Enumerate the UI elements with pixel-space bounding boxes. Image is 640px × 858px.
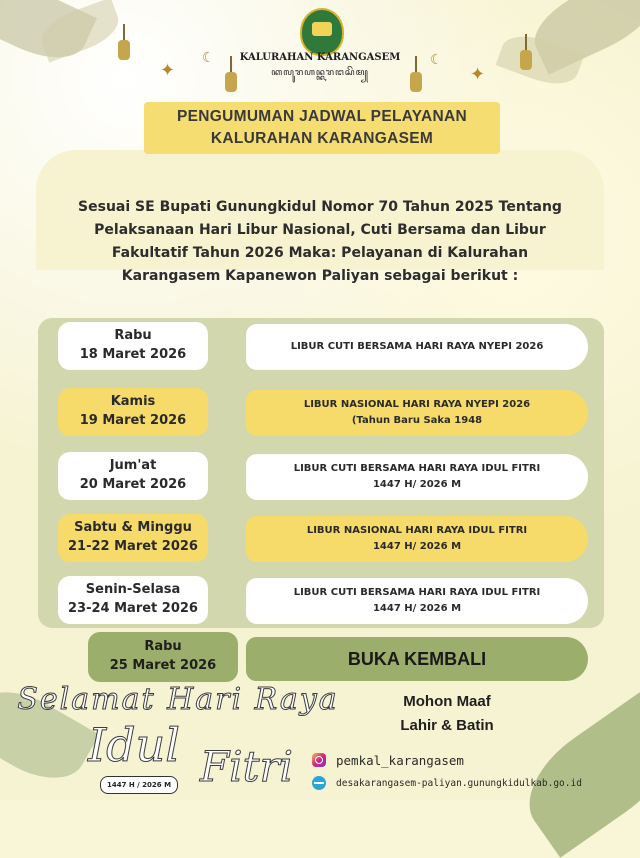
date-pill <box>58 388 208 436</box>
emblem-icon <box>300 8 344 56</box>
apology-text <box>382 690 512 738</box>
instagram-contact[interactable] <box>312 750 464 770</box>
instagram-handle[interactable]: pemkal_karangasem <box>336 752 464 768</box>
schedule-date: 21-22 Maret 2026 <box>68 539 198 554</box>
event-line: LIBUR NASIONAL HARI RAYA IDUL FITRI <box>306 525 528 536</box>
greeting-fitri: Fitri <box>200 742 293 791</box>
event-pill <box>246 578 588 624</box>
event-line: LIBUR CUTI BERSAMA HARI RAYA IDUL FITRI <box>293 463 541 474</box>
event-line: 1447 H/ 2026 M <box>372 541 462 552</box>
schedule-date: 19 Maret 2026 <box>79 413 187 428</box>
date-pill <box>58 322 208 370</box>
title-line-2: KALURAHAN KARANGASEM <box>210 130 434 147</box>
reopen-day: Rabu <box>144 639 182 654</box>
schedule-date: 20 Maret 2026 <box>79 477 187 492</box>
year-tag: 1447 H / 2026 M <box>100 776 178 794</box>
lantern-icon <box>520 50 532 70</box>
event-line: LIBUR CUTI BERSAMA HARI RAYA IDUL FITRI <box>293 587 541 598</box>
schedule-day: Rabu <box>114 328 152 343</box>
event-line: LIBUR NASIONAL HARI RAYA NYEPI 2026 <box>303 399 531 410</box>
schedule-row <box>0 388 640 438</box>
schedule-day: Kamis <box>110 394 156 409</box>
title-line-1: PENGUMUMAN JADWAL PELAYANAN <box>176 108 467 125</box>
intro-text <box>60 196 580 288</box>
reopen-label: BUKA KEMBALI <box>246 637 588 681</box>
schedule-day: Sabtu & Minggu <box>74 520 192 535</box>
schedule-row <box>0 322 640 372</box>
date-pill <box>58 514 208 562</box>
org-name-script: ꦏꦭꦸꦫꦲꦤ꧀ꦏꦫꦔꦱꦼꦩ꧀ <box>271 68 369 78</box>
org-name: KALURAHAN KARANGASEM <box>239 52 401 63</box>
reopen-date-pill <box>88 632 238 682</box>
intro-line: Fakultatif Tahun 2026 Maka: Pelayanan di Kalurahan <box>111 245 529 261</box>
globe-icon <box>312 776 326 790</box>
reopen-date: 25 Maret 2026 <box>109 658 217 673</box>
date-pill <box>58 576 208 624</box>
title-banner <box>144 102 500 154</box>
greeting-line: Selamat Hari Raya <box>17 682 339 717</box>
crescent-icon: ☾ <box>202 50 215 66</box>
event-line: 1447 H/ 2026 M <box>372 479 462 490</box>
event-pill <box>246 390 588 436</box>
star-icon: ✦ <box>160 60 176 81</box>
intro-line: Sesuai SE Bupati Gunungkidul Nomor 70 Tahun 2025 Tentang <box>78 199 562 215</box>
website-url[interactable]: desakarangasem-paliyan.gunungkidulkab.go.id <box>336 777 582 789</box>
apology-line: Mohon Maaf <box>403 693 491 710</box>
schedule-row <box>0 514 640 564</box>
schedule-date: 18 Maret 2026 <box>79 347 187 362</box>
date-pill <box>58 452 208 500</box>
schedule-row <box>0 452 640 502</box>
event-pill <box>246 454 588 500</box>
event-line: (Tahun Baru Saka 1948 <box>351 415 483 426</box>
crescent-icon: ☾ <box>430 52 443 68</box>
schedule-date: 23-24 Maret 2026 <box>68 601 198 616</box>
star-icon: ✦ <box>470 64 486 85</box>
schedule-row <box>0 576 640 626</box>
website-contact[interactable] <box>312 773 582 793</box>
intro-line: Karangasem Kapanewon Paliyan sebagai berikut : <box>121 268 519 284</box>
schedule-day: Senin-Selasa <box>85 582 181 597</box>
schedule-day: Jum'at <box>109 458 157 473</box>
event-line: LIBUR CUTI BERSAMA HARI RAYA NYEPI 2026 <box>290 341 544 352</box>
event-pill <box>246 324 588 370</box>
event-line: 1447 H/ 2026 M <box>372 603 462 614</box>
lantern-icon <box>118 40 130 60</box>
greeting-idul: Idul <box>88 718 180 772</box>
instagram-icon <box>312 753 326 767</box>
intro-line: Pelaksanaan Hari Libur Nasional, Cuti Bersama dan Libur <box>94 222 546 238</box>
apology-line: Lahir & Batin <box>400 717 494 734</box>
event-pill <box>246 516 588 562</box>
